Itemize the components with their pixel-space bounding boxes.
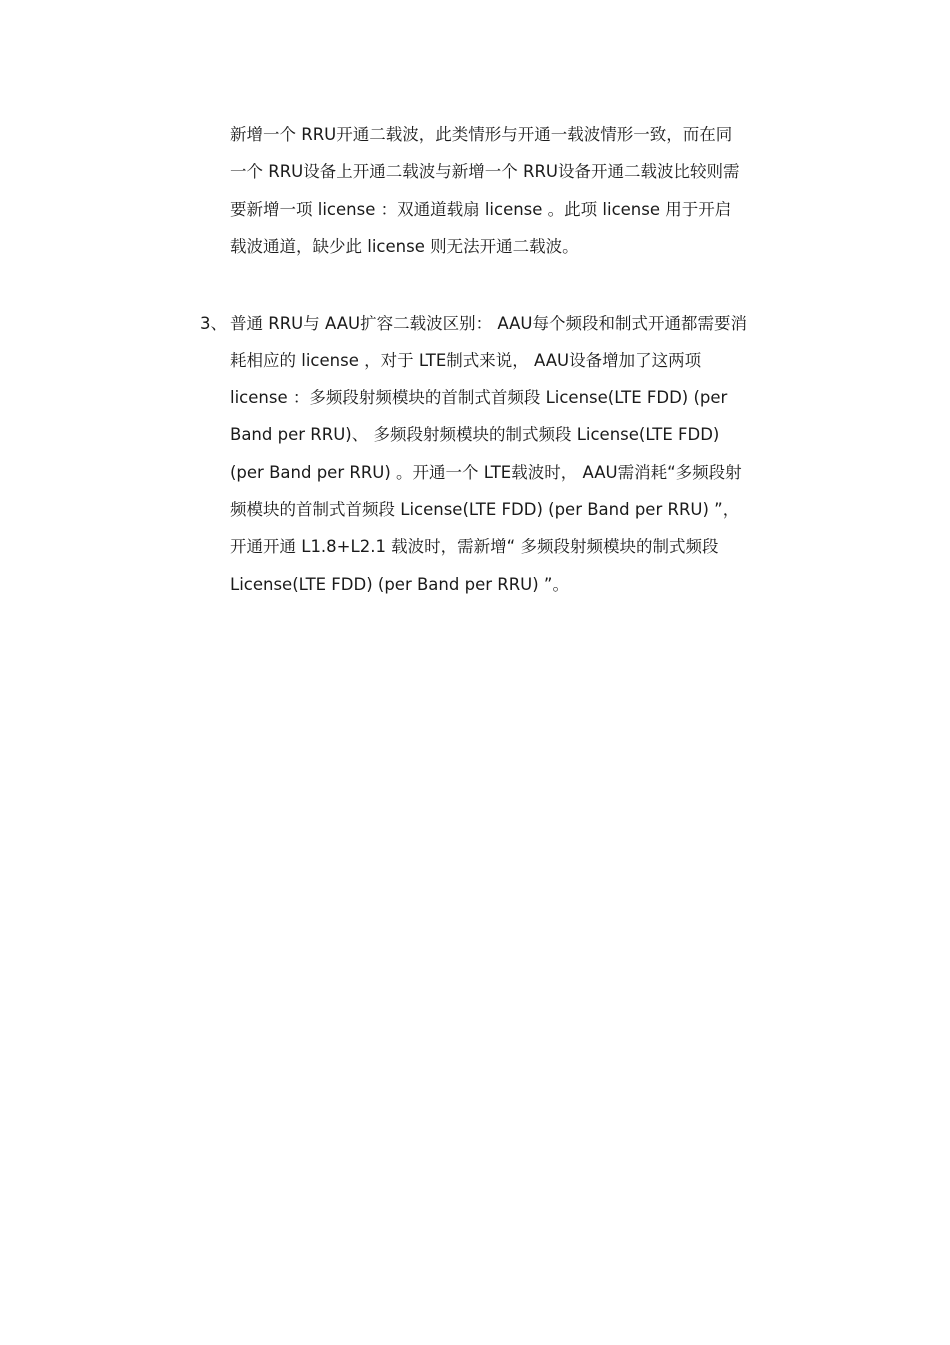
list-item-line: 频模块的首制式首频段 License(LTE FDD) (per Band per RRU) ”， <box>230 500 740 519</box>
paragraph-line: 一个 RRU设备上开通二载波与新增一个 RRU设备开通二载波比较则需 <box>230 162 740 181</box>
list-item-line: (per Band per RRU) 。开通一个 LTE载波时， AAU需消耗“多频段射 <box>230 463 742 482</box>
paragraph-line: 要新增一项 license ：双通道载扇 license 。此项 license 用于开启 <box>230 200 732 219</box>
paragraph-line: 载波通道，缺少此 license 则无法开通二载波。 <box>230 237 579 256</box>
list-item-line: license ：多频段射频模块的首制式首频段 License(LTE FDD) (per <box>230 388 728 407</box>
list-item-line: 普通 RRU与 AAU扩容二载波区别： AAU每个频段和制式开通都需要消 <box>230 314 747 333</box>
paragraph-line: 新增一个 RRU开通二载波，此类情形与开通一载波情形一致，而在同 <box>230 125 733 144</box>
list-item-line: License(LTE FDD) (per Band per RRU) ”。 <box>230 575 569 594</box>
list-item-line: 耗相应的 license ，对于 LTE制式来说， AAU设备增加了这两项 <box>230 351 702 370</box>
list-item-line: 开通开通 L1.8+L2.1 载波时，需新增“ 多频段射频模块的制式频段 <box>230 537 719 556</box>
list-item-number: 3、 <box>200 314 227 333</box>
list-item-line: Band per RRU)、 多频段射频模块的制式频段 License(LTE FDD) <box>230 425 720 444</box>
